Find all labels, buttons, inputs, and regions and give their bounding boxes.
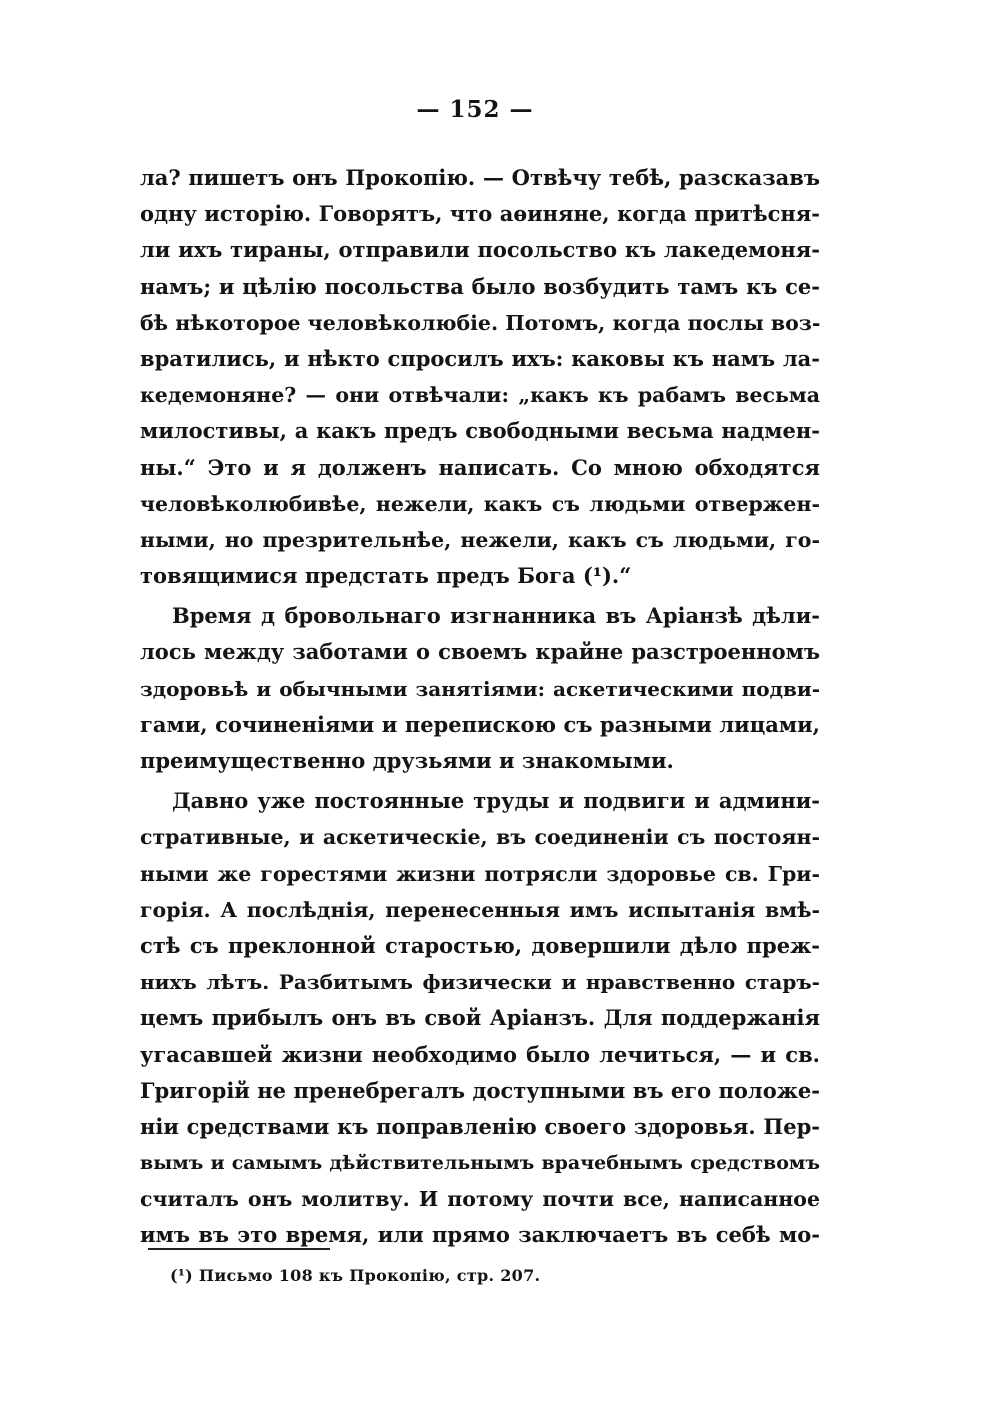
text-line: стѣ съ преклонной старостью, довершили дѣло преж- [140, 932, 820, 958]
text-line: Григорій не пренебрегалъ доступными въ его положе- [140, 1077, 820, 1103]
text-line: ніи средствами къ поправленію своего здоровья. Пер- [140, 1113, 820, 1139]
text-line: горія. А послѣднія, перенесенныя имъ испытанія вмѣ- [140, 897, 820, 922]
text-line: кедемоняне? — они отвѣчали: „какъ къ рабамъ весьма [140, 383, 820, 408]
text-line: здоровьѣ и обычными занятіями: аскетическими подви- [140, 676, 820, 701]
text-line: намъ; и цѣлію посольства было возбудить тамъ къ се- [140, 273, 820, 299]
text-line: одну исторію. Говорятъ, что аѳиняне, когда притѣсня- [140, 201, 820, 227]
footnote: (¹) Письмо 108 къ Прокопію, стр. 207. [170, 1266, 541, 1285]
text-line: товящимися предстать предъ Бога (¹).“ [140, 563, 632, 589]
text-line: ла? пишетъ онъ Прокопію. — Отвѣчу тебѣ, разсказавъ [140, 165, 820, 190]
page-number: — 152 — [416, 96, 534, 123]
text-line: нихъ лѣтъ. Разбитымъ физически и нравственно старъ- [140, 970, 820, 995]
text-line: ными же горестями жизни потрясли здоровье св. Гри- [140, 861, 820, 886]
text-line: Давно уже постоянные труды и подвиги и админи- [172, 788, 820, 814]
text-line: Время д бровольнаго изгнанника въ Аріанзѣ дѣли- [172, 603, 820, 629]
text-line: человѣколюбивѣе, нежели, какъ съ людьми отвержен- [140, 491, 820, 516]
text-line: вымъ и самымъ дѣйствительнымъ врачебнымъ средствомъ [140, 1152, 820, 1175]
text-line: угасавшей жизни необходимо было лечиться, — и св. [140, 1041, 820, 1067]
text-line: гами, сочиненіями и перепискою съ разными лицами, [140, 711, 820, 737]
text-line: имъ въ это время, или прямо заключаетъ въ себѣ мо- [140, 1222, 820, 1248]
text-line: преимущественно друзьями и знакомыми. [140, 748, 674, 773]
footnote-divider [148, 1248, 330, 1250]
text-line: вратились, и нѣкто спросилъ ихъ: каковы къ намъ ла- [140, 345, 820, 371]
body-text [140, 160, 820, 1254]
text-line: милостивы, а какъ предъ свободными весьма надмен- [140, 418, 820, 444]
text-line: считалъ онъ молитву. И потому почти все, написанное [140, 1187, 820, 1212]
text-line: лось между заботами о своемъ крайне разстроенномъ [140, 639, 820, 665]
text-line: ны.“ Это и я долженъ написать. Со мною обходятся [140, 454, 820, 480]
text-line: цемъ прибылъ онъ въ свой Аріанзъ. Для поддержанія [140, 1005, 820, 1031]
text-line: ными, но презрительнѣе, нежели, какъ съ людьми, го- [140, 527, 820, 552]
text-line: ли ихъ тираны, отправили посольство къ лакедемоня- [140, 237, 820, 263]
text-line: бѣ нѣкоторое человѣколюбіе. Потомъ, когда послы воз- [140, 310, 820, 335]
text-line: стративные, и аскетическіе, въ соединеніи съ постоян- [140, 825, 820, 850]
